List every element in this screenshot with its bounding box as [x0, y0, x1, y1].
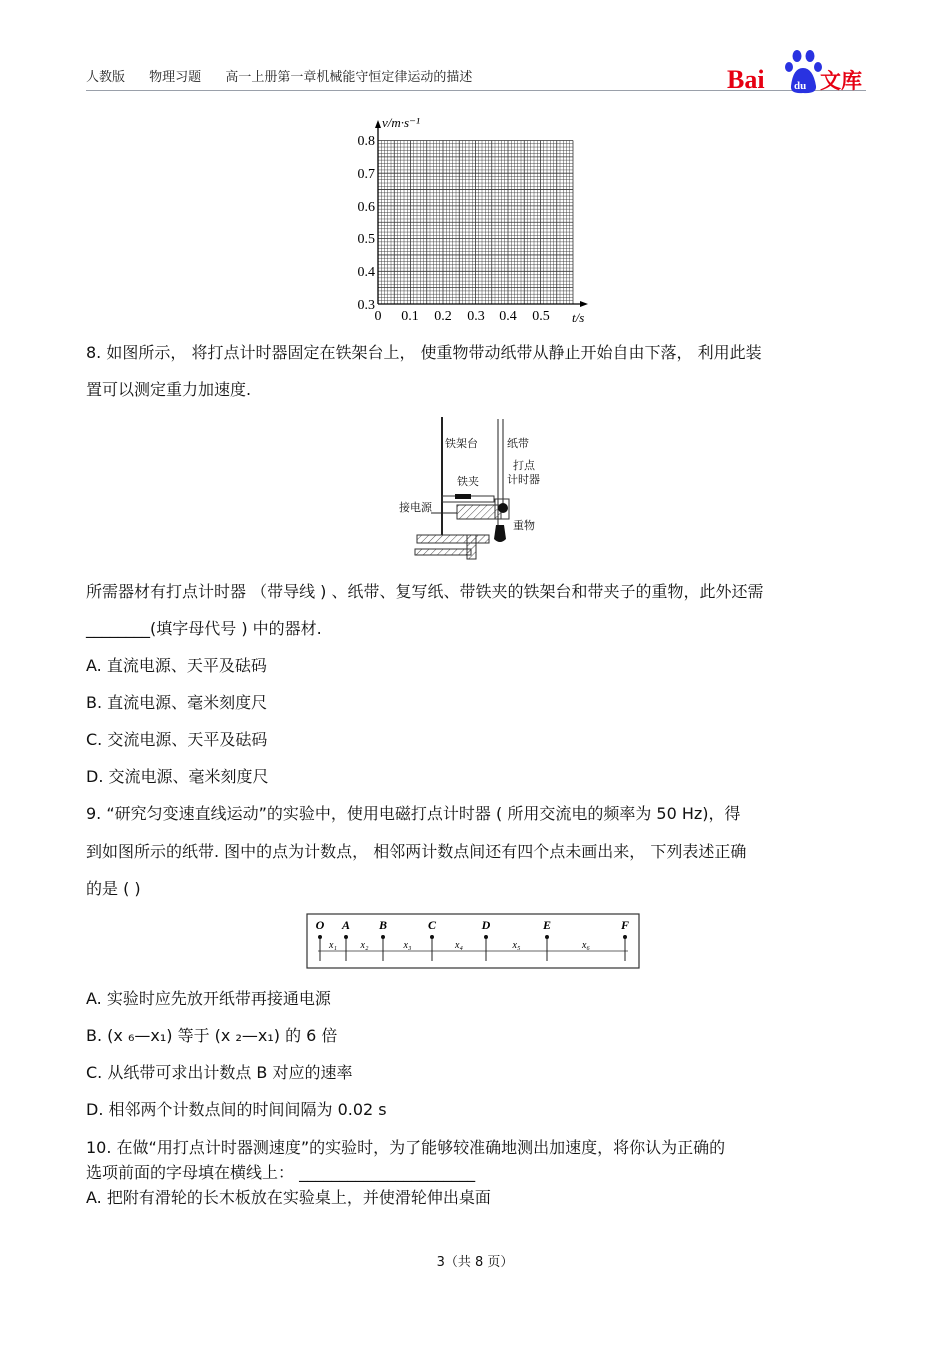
q9-option-b: B. (x ₆—x₁) 等于 (x ₂—x₁) 的 6 倍 [86, 1026, 338, 1045]
tape-point-label: D [481, 918, 491, 932]
tape-segment-label: x₆ [582, 940, 590, 951]
chart-x-label: t/s [572, 310, 585, 325]
tape-segment-label: x₅ [512, 940, 521, 951]
logo-text-du: du [794, 80, 807, 92]
y-tick-label: 0.3 [357, 298, 375, 313]
q10-option-a: A. 把附有滑轮的长木板放在实验桌上，并使滑轮伸出桌面 [86, 1188, 491, 1207]
tape-point-label: O [315, 918, 325, 932]
q8-option-d: D. 交流电源、毫米刻度尺 [86, 767, 269, 786]
tape-segment-label: x₁ [329, 940, 337, 951]
page-number: 3（共 8 页） [436, 1255, 514, 1270]
tape-point [430, 935, 434, 939]
label-power: 接电源 [399, 502, 432, 514]
q8-line-1: 8. 如图所示， 将打点计时器固定在铁架台上， 使重物带动纸带从静止开始自由下落， 利用此装 [86, 343, 762, 362]
x-tick-label: 0.2 [434, 309, 452, 324]
tape-point-label: C [427, 918, 437, 932]
header-edition: 人教版 [86, 70, 126, 85]
header-topic: 高一上册第一章机械能守恒定律运动的描述 [225, 70, 473, 85]
label-weight: 重物 [513, 520, 535, 532]
tape-point-label: F [620, 918, 630, 932]
q10-line-2: 选项前面的字母填在横线上： ______________________ [86, 1163, 476, 1182]
y-tick-label: 0.6 [357, 200, 375, 215]
y-tick-label: 0.4 [357, 265, 375, 280]
y-tick-label: 0.8 [357, 134, 375, 149]
tape-segment-label: x₃ [403, 940, 412, 951]
label-stand: 铁架台 [445, 438, 478, 450]
header-category: 物理习题 [149, 70, 202, 85]
q8-option-a: A. 直流电源、天平及砝码 [86, 656, 267, 675]
q8-line-3: 所需器材有打点计时器 （带导线 ) 、纸带、复写纸、带铁夹的铁架台和带夹子的重物，此外还需 [86, 582, 764, 601]
q9-option-a: A. 实验时应先放开纸带再接通电源 [86, 989, 331, 1008]
y-tick-label: 0.7 [357, 167, 375, 182]
x-tick-label: 0.3 [467, 309, 485, 324]
tape-point-label: A [341, 918, 351, 932]
tape-point-label: B [378, 918, 388, 932]
tape-point [545, 935, 549, 939]
q8-line-2: 置可以测定重力加速度. [86, 380, 252, 399]
tape-segment-label: x₄ [455, 940, 463, 951]
q8-option-c: C. 交流电源、天平及砝码 [86, 730, 268, 749]
tape-point [623, 935, 627, 939]
tape-point [381, 935, 385, 939]
document-header [86, 66, 492, 85]
paper-tape-figure [306, 913, 640, 969]
chart-y-label: v/m·s⁻¹ [382, 115, 420, 130]
x-tick-label: 0.5 [532, 309, 550, 324]
x-tick-label: 0.1 [401, 309, 419, 324]
x-tick-label: 0 [374, 309, 382, 324]
q9-option-c: C. 从纸带可求出计数点 B 对应的速率 [86, 1063, 353, 1082]
tape-point [318, 935, 322, 939]
q9-option-d: D. 相邻两个计数点间的时间间隔为 0.02 s [86, 1100, 387, 1119]
free-fall-apparatus-figure [395, 413, 555, 563]
label-tape: 纸带 [507, 438, 529, 450]
label-clamp: 铁夹 [457, 476, 479, 488]
chart-axes [375, 120, 588, 307]
q9-line-3: 的是 ( ) [86, 879, 141, 898]
q8-option-b: B. 直流电源、毫米刻度尺 [86, 693, 268, 712]
y-tick-label: 0.5 [357, 232, 375, 247]
label-timer-1: 打点 [513, 460, 535, 472]
q9-line-2: 到如图所示的纸带. 图中的点为计数点， 相邻两计数点间还有四个点未画出来， 下列表述正确 [86, 842, 747, 861]
q10-line-1: 10. 在做“用打点计时器测速度”的实验时，为了能够较准确地测出加速度，将你认为正确的 [86, 1138, 726, 1157]
chart-grid [378, 141, 573, 305]
vt-grid-chart [340, 112, 600, 332]
x-tick-label: 0.4 [499, 309, 517, 324]
chart-x-ticks [375, 309, 550, 324]
tape-segment-label: x₂ [360, 940, 369, 951]
logo-text-wenku: 文库 [820, 69, 862, 93]
q8-line-4: ________(填字母代号 ) 中的器材. [86, 619, 322, 638]
baidu-wenku-logo [727, 46, 867, 100]
tape-point-label: E [542, 918, 552, 932]
chart-y-ticks [358, 134, 376, 313]
label-timer-2: 计时器 [507, 474, 540, 486]
q9-line-1: 9. “研究匀变速直线运动”的实验中，使用电磁打点计时器 ( 所用交流电的频率为 50 Hz)，得 [86, 804, 741, 823]
logo-text-bai: Bai [727, 65, 765, 94]
tape-point [484, 935, 488, 939]
tape-point [344, 935, 348, 939]
